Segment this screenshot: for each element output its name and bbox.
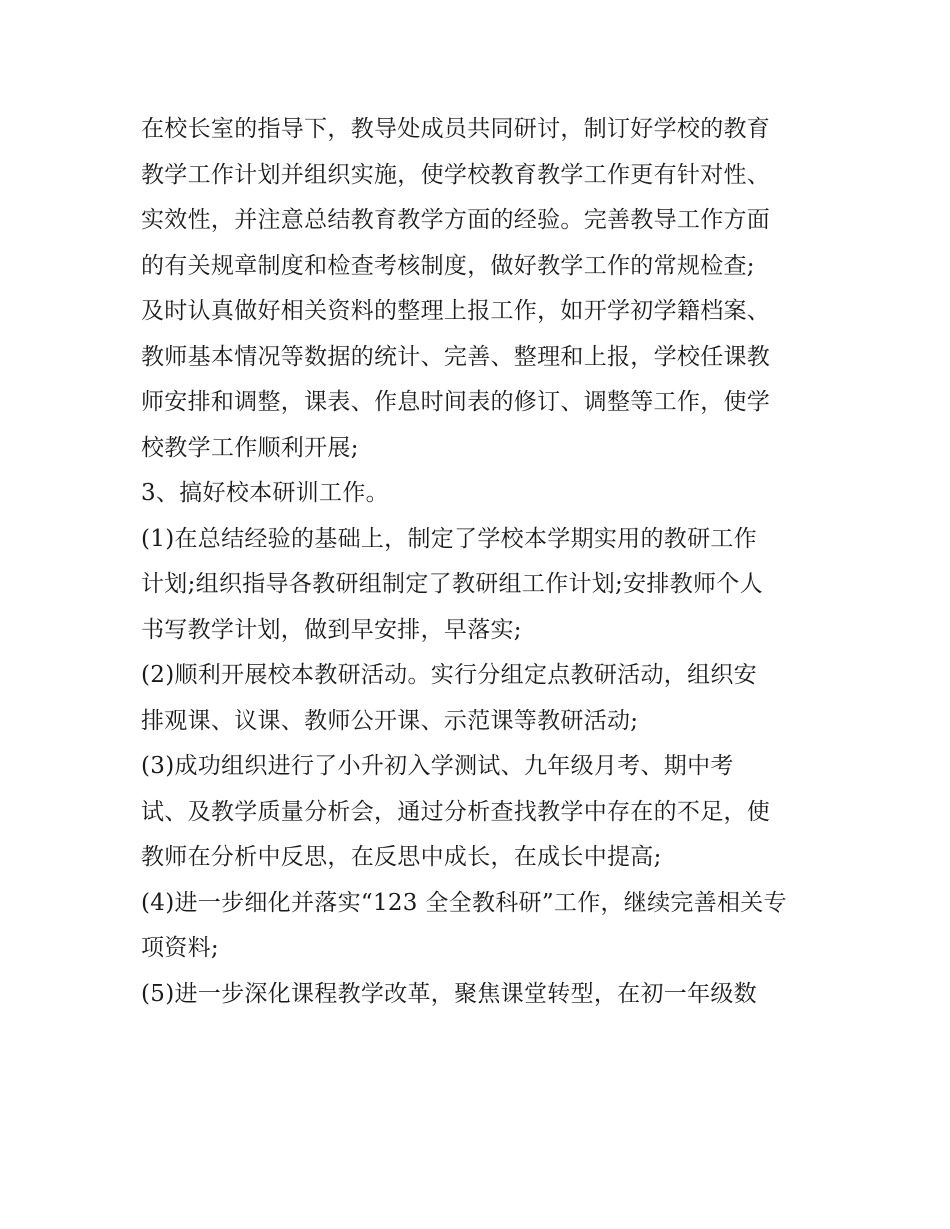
text-line: 的有关规章制度和检查考核制度，做好教学工作的常规检查; — [141, 252, 755, 279]
section-heading: 3、搞好校本研训工作。 — [141, 480, 389, 506]
text-line: 教师基本情况等数据的统计、完善、整理和上报，学校任课教 — [141, 343, 771, 370]
text-line: 在校长室的指导下，教导处成员共同研讨，制订好学校的教育 — [141, 116, 771, 142]
text-line: 项资料; — [141, 935, 219, 961]
text-line: 教学工作计划并组织实施，使学校教育教学工作更有针对性、 — [141, 161, 771, 188]
document-body — [141, 107, 821, 1017]
text-line: (4)进一步细化并落实“123 全全教科研”工作，继续完善相关专 — [141, 889, 787, 916]
text-line: (2)顺利开展校本教研活动。实行分组定点教研活动，组织安 — [141, 662, 757, 688]
text-line: (5)进一步深化课程教学改革，聚焦课堂转型，在初一年级数 — [141, 980, 757, 1007]
text-line: 师安排和调整，课表、作息时间表的修订、调整等工作，使学 — [141, 389, 771, 415]
text-line: 排观课、议课、教师公开课、示范课等教研活动; — [141, 707, 639, 734]
text-line: (1)在总结经验的基础上，制定了学校本学期实用的教研工作 — [141, 525, 757, 552]
text-line: 实效性，并注意总结教育教学方面的经验。完善教导工作方面 — [141, 207, 771, 233]
text-line: 试、及教学质量分析会，通过分析查找教学中存在的不足，使 — [141, 798, 771, 825]
text-line: 书写教学计划，做到早安排，早落实; — [141, 616, 522, 643]
text-line: 及时认真做好相关资料的整理上报工作，如开学初学籍档案、 — [141, 298, 771, 324]
text-line: (3)成功组织进行了小升初入学测试、九年级月考、期中考 — [141, 753, 734, 779]
text-line: 校教学工作顺利开展; — [141, 434, 359, 461]
text-line: 计划;组织指导各教研组制定了教研组工作计划;安排教师个人 — [141, 571, 763, 597]
text-line: 教师在分析中反思，在反思中成长，在成长中提高; — [141, 844, 662, 870]
